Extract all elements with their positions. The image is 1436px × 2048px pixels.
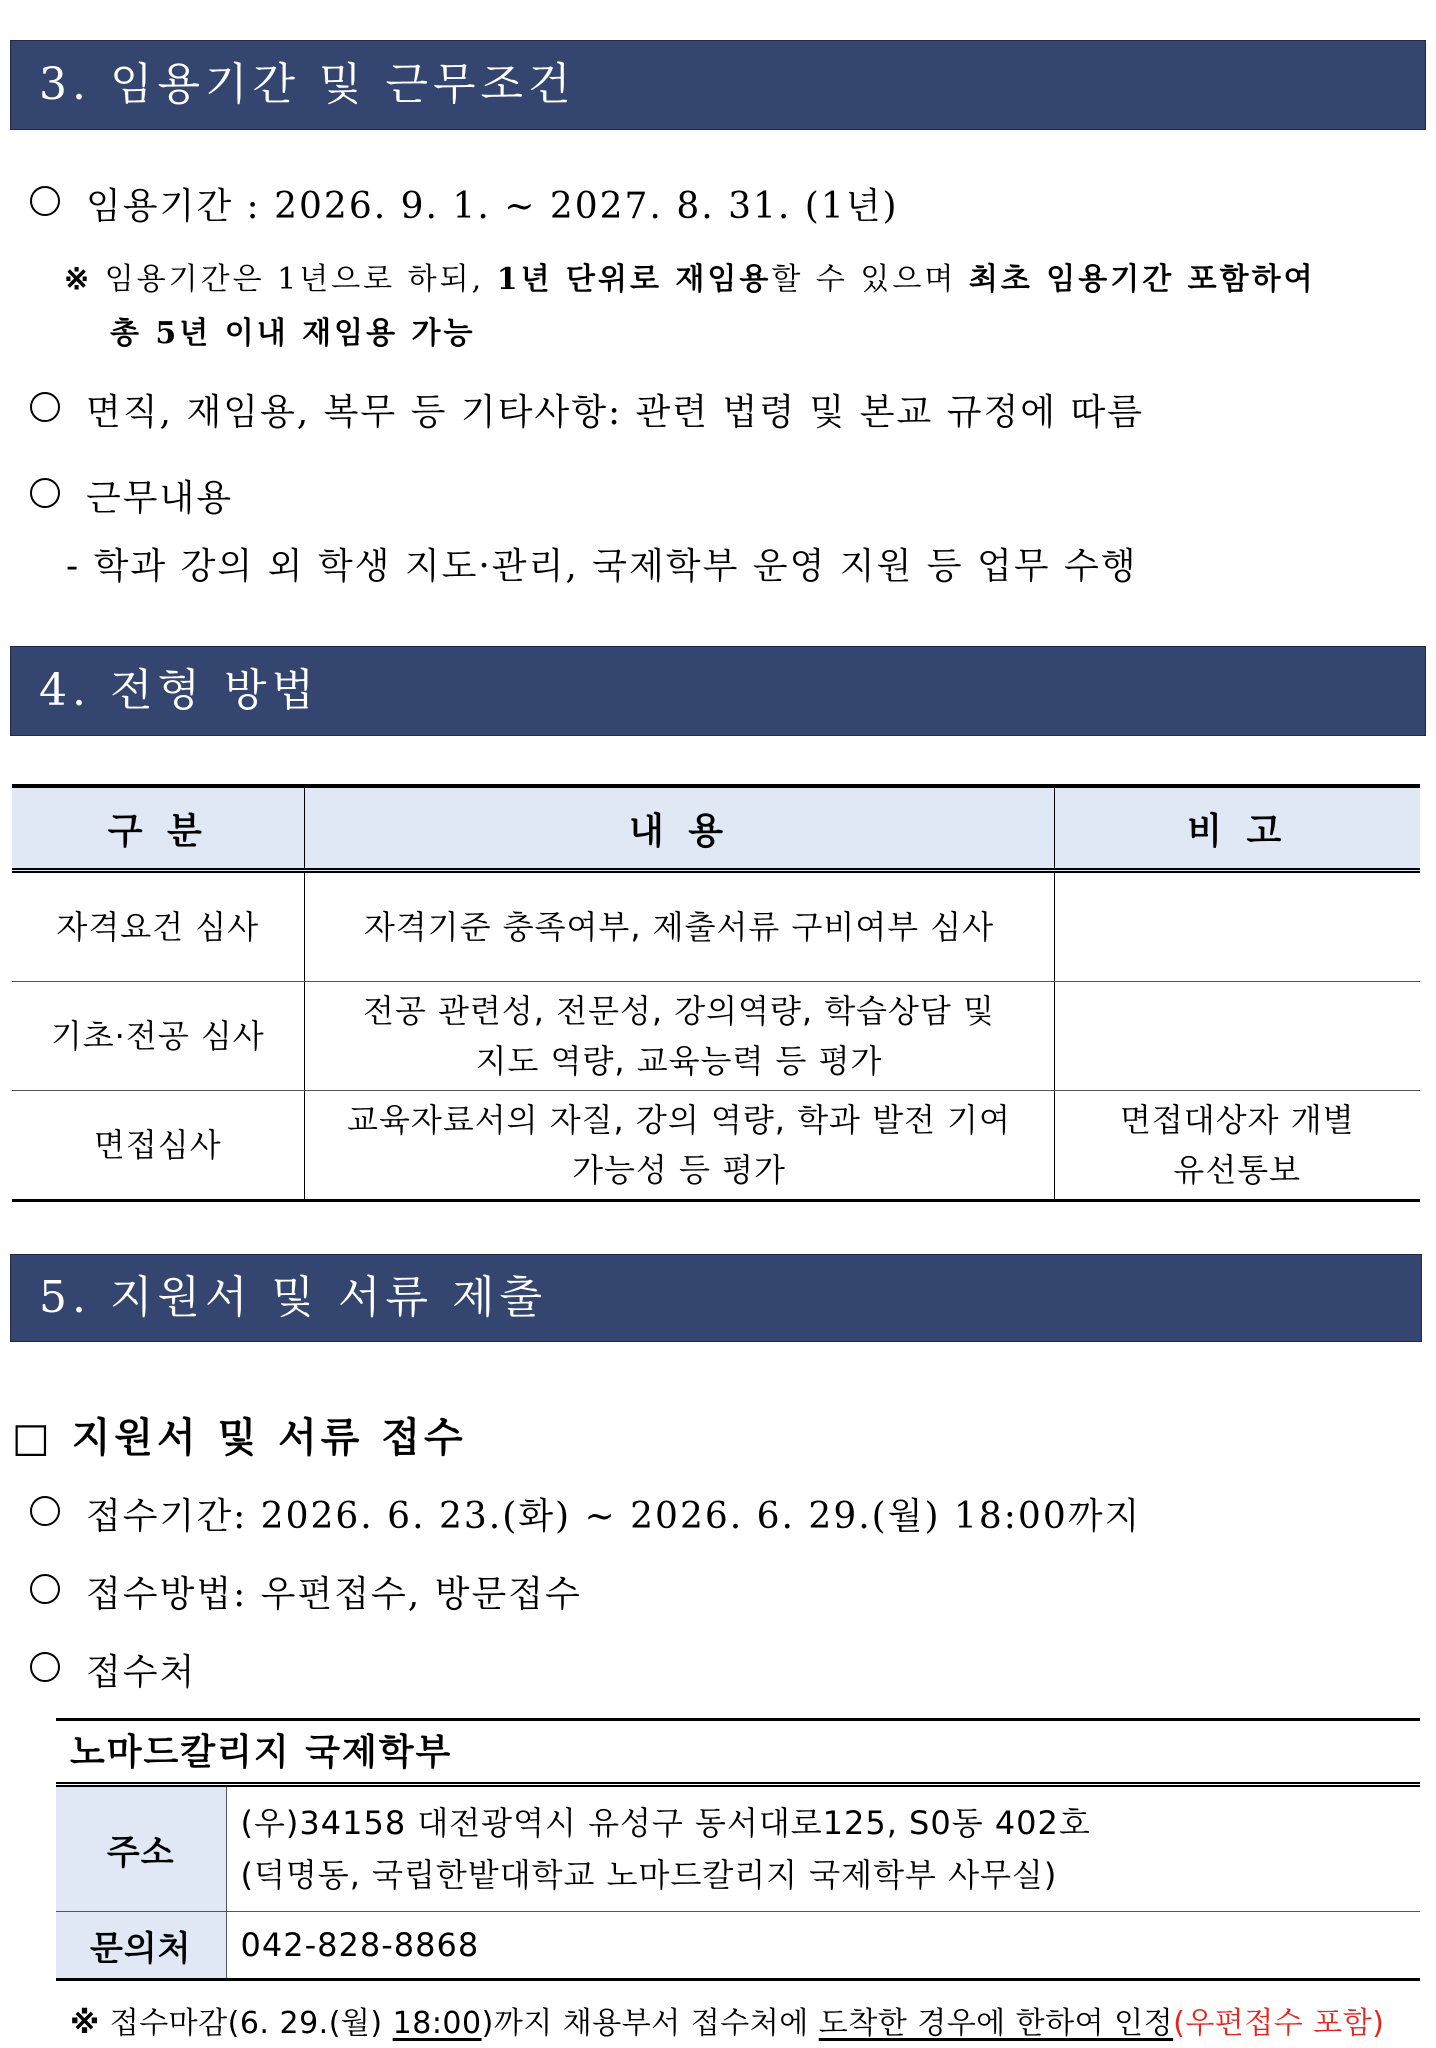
address-line-2: (덕명동, 국립한밭대학교 노마드칼리지 국제학부 사무실) bbox=[240, 1856, 1058, 1894]
row-remark bbox=[1054, 871, 1420, 982]
contact-label: 문의처 bbox=[56, 1912, 226, 1980]
place-line: 접수처 bbox=[86, 1652, 197, 1693]
term-note bbox=[64, 254, 1316, 298]
selection-table bbox=[12, 784, 1420, 1202]
method-line: 접수방법: 우편접수, 방문접수 bbox=[86, 1574, 582, 1615]
office-table bbox=[56, 1782, 1420, 1981]
row-content-line: 자격기준 충족여부, 제출서류 구비여부 심사 bbox=[363, 908, 995, 946]
note-mark-icon: ※ bbox=[64, 262, 93, 297]
circle-bullet-icon bbox=[30, 392, 60, 422]
row-content-line: 전공 관련성, 전문성, 강의역량, 학습상담 및 bbox=[363, 992, 995, 1030]
address-label: 주소 bbox=[56, 1785, 226, 1912]
term-note-line-2: 총 5년 이내 재임용 가능 bbox=[110, 316, 476, 351]
address-value bbox=[226, 1785, 1420, 1912]
table-row bbox=[12, 871, 1420, 982]
sub-heading: □ 지원서 및 서류 접수 bbox=[12, 1415, 467, 1461]
section-3-title: 3. 임용기간 및 근무조건 bbox=[39, 59, 576, 110]
duty-heading: 근무내용 bbox=[86, 478, 234, 519]
section-4-header bbox=[10, 646, 1426, 736]
circle-bullet-icon bbox=[30, 478, 60, 508]
footnote-part-3: )까지 채용부서 접수처에 bbox=[481, 2006, 819, 2041]
other-line: 면직, 재임용, 복무 등 기타사항: 관련 법령 및 본교 규정에 따름 bbox=[86, 392, 1145, 433]
note-part-4: 최초 임용기간 포함하여 bbox=[968, 262, 1316, 297]
address-row bbox=[56, 1785, 1420, 1912]
circle-bullet-icon bbox=[30, 186, 60, 216]
circle-bullet-icon bbox=[30, 1574, 60, 1604]
row-category: 기초·전공 심사 bbox=[12, 982, 304, 1091]
circle-bullet-icon bbox=[30, 1496, 60, 1526]
row-remark bbox=[1054, 982, 1420, 1091]
table-row bbox=[12, 982, 1420, 1091]
duty-item: - 학과 강의 외 학생 지도·관리, 국제학부 운영 지원 등 업무 수행 bbox=[66, 546, 1138, 587]
row-remark-line: 유선통보 bbox=[1173, 1151, 1302, 1189]
row-content-line: 지도 역량, 교육능력 등 평가 bbox=[475, 1042, 883, 1080]
footnote-part-2: 18:00 bbox=[392, 2006, 482, 2041]
contact-value: 042-828-8868 bbox=[226, 1912, 1420, 1980]
row-category: 자격요건 심사 bbox=[12, 871, 304, 982]
table-row bbox=[12, 1091, 1420, 1201]
row-content bbox=[304, 1091, 1054, 1201]
table-header-row bbox=[12, 786, 1420, 871]
section-4-title: 4. 전형 방법 bbox=[39, 665, 319, 716]
col-header-category: 구 분 bbox=[12, 786, 304, 871]
office-name: 노마드칼리지 국제학부 bbox=[56, 1718, 1420, 1782]
footnote bbox=[70, 1998, 1384, 2042]
col-header-remark: 비 고 bbox=[1054, 786, 1420, 871]
section-5-header bbox=[10, 1254, 1422, 1342]
note-part-3: 할 수 있으며 bbox=[771, 262, 969, 297]
footnote-part-5: (우편접수 포함) bbox=[1173, 2006, 1385, 2041]
section-3-header bbox=[10, 40, 1426, 130]
footnote-mark-icon: ※ bbox=[70, 2006, 100, 2041]
col-header-content: 내 용 bbox=[304, 786, 1054, 871]
note-part-2: 1년 단위로 재임용 bbox=[496, 262, 772, 297]
row-category: 면접심사 bbox=[12, 1091, 304, 1201]
footnote-part-4: 도착한 경우에 한하여 인정 bbox=[818, 2006, 1174, 2041]
row-remark bbox=[1054, 1091, 1420, 1201]
contact-row bbox=[56, 1912, 1420, 1980]
row-remark-line: 면접대상자 개별 bbox=[1119, 1101, 1355, 1139]
address-line-1: (우)34158 대전광역시 유성구 동서대로125, S0동 402호 bbox=[240, 1804, 1091, 1842]
period-line: 접수기간: 2026. 6. 23.(화) ~ 2026. 6. 29.(월) 18:00까지 bbox=[86, 1496, 1142, 1537]
section-5-title: 5. 지원서 및 서류 제출 bbox=[39, 1272, 547, 1323]
row-content-line: 가능성 등 평가 bbox=[572, 1151, 786, 1189]
term-line: 임용기간 : 2026. 9. 1. ~ 2027. 8. 31. (1년) bbox=[86, 186, 899, 227]
note-part-1: 임용기간은 1년으로 하되, bbox=[104, 262, 497, 297]
row-content bbox=[304, 982, 1054, 1091]
row-content bbox=[304, 871, 1054, 982]
circle-bullet-icon bbox=[30, 1652, 60, 1682]
footnote-part-1: 접수마감(6. 29.(월) bbox=[109, 2006, 393, 2041]
row-content-line: 교육자료서의 자질, 강의 역량, 학과 발전 기여 bbox=[347, 1101, 1011, 1139]
